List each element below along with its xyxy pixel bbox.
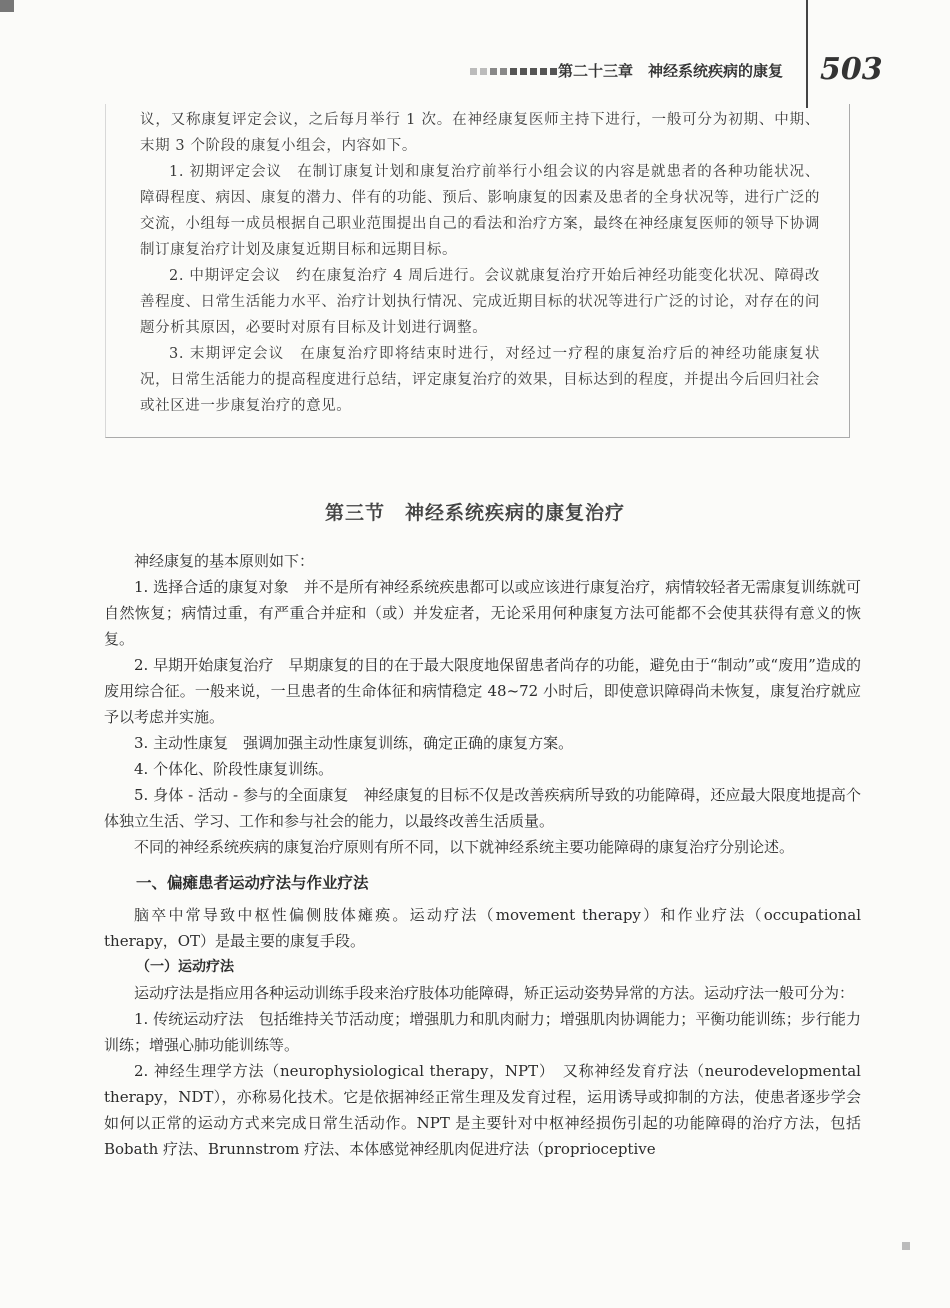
heading-level-1: 一、偏瘫患者运动疗法与作业疗法 bbox=[136, 874, 369, 892]
npt-paragraph: 2. 神经生理学方法（neurophysiological therapy，NPT） 又称神经发育疗法（neurodevelopmental therapy，NDT），亦称易化技术。它是依据神经正常生理及发育过程，运用诱导或抑制的方法，使患者逐步学会如何以正常的运动方式来完成日常生活动作。NPT 是主要针对中枢神经损伤引起的功能障碍的治疗方法，包括 Bobath 疗法、Brunnstrom 疗法、本体感觉神经肌肉促进疗法（proprioceptive bbox=[104, 1062, 861, 1158]
header-dot bbox=[540, 68, 547, 75]
heading-level-2: （一）运动疗法 bbox=[136, 959, 234, 975]
header-dot bbox=[480, 68, 487, 75]
principle-paragraph: 4. 个体化、阶段性康复训练。 bbox=[134, 760, 334, 778]
stroke-paragraph: 脑卒中常导致中枢性偏侧肢体瘫痪。运动疗法（movement therapy）和作业疗法（occupational therapy，OT）是最主要的康复手段。 bbox=[104, 906, 861, 950]
main-body bbox=[104, 548, 861, 1162]
header-dot bbox=[550, 68, 557, 75]
header-dots bbox=[470, 68, 557, 75]
principle-paragraph: 3. 主动性康复 强调加强主动性康复训练，确定正确的康复方案。 bbox=[134, 734, 574, 752]
running-header bbox=[470, 52, 900, 92]
intro-paragraph: 神经康复的基本原则如下： bbox=[134, 552, 315, 570]
scan-corner-mark bbox=[0, 0, 14, 12]
traditional-therapy-paragraph: 1. 传统运动疗法 包括维持关节活动度；增强肌力和肌肉耐力；增强肌肉协调能力；平衡功能训练；步行能力训练；增强心肺功能训练等。 bbox=[104, 1010, 861, 1054]
header-dot bbox=[510, 68, 517, 75]
header-dot bbox=[490, 68, 497, 75]
principle-paragraph: 1. 选择合适的康复对象 并不是所有神经系统疾患都可以或应该进行康复治疗，病情较轻者无需康复训练就可自然恢复；病情过重，有严重合并症和（或）并发症者，无论采用何种康复方法可能都不会使其获得有意义的恢复。 bbox=[104, 578, 861, 648]
section-title: 第三节 神经系统疾病的康复治疗 bbox=[324, 502, 625, 524]
page-number: 503 bbox=[820, 52, 883, 87]
box-paragraph: 议，又称康复评定会议，之后每月举行 1 次。在神经康复医师主持下进行，一般可分为初期、中期、末期 3 个阶段的康复小组会，内容如下。 bbox=[140, 112, 820, 154]
principle-paragraph: 2. 早期开始康复治疗 早期康复的目的在于最大限度地保留患者尚存的功能，避免由于“制动”或“废用”造成的废用综合征。一般来说，一旦患者的生命体征和病情稳定 48~72 小时后，即使意识障碍尚未恢复，康复治疗就应予以考虑并实施。 bbox=[104, 656, 861, 726]
header-dot bbox=[500, 68, 507, 75]
scan-footer-mark bbox=[902, 1242, 910, 1250]
box-paragraph: 3. 末期评定会议 在康复治疗即将结束时进行，对经过一疗程的康复治疗后的神经功能康复状况，日常生活能力的提高程度进行总结，评定康复治疗的效果，目标达到的程度，并提出今后回归社会或社区进一步康复治疗的意见。 bbox=[140, 346, 820, 414]
principle-paragraph: 5. 身体 - 活动 - 参与的全面康复 神经康复的目标不仅是改善疾病所导致的功能障碍，还应最大限度地提高个体独立生活、学习、工作和参与社会的能力，以最终改善生活质量。 bbox=[104, 786, 861, 830]
box-paragraph: 2. 中期评定会议 约在康复治疗 4 周后进行。会议就康复治疗开始后神经功能变化状况、障碍改善程度、日常生活能力水平、治疗计划执行情况、完成近期目标的状况等进行广泛的讨论，对存在的问题分析其原因，必要时对原有目标及计划进行调整。 bbox=[140, 268, 820, 336]
box-paragraph: 1. 初期评定会议 在制订康复计划和康复治疗前举行小组会议的内容是就患者的各种功能状况、障碍程度、病因、康复的潜力、伴有的功能、预后、影响康复的因素及患者的全身状况等，进行广泛的交流，小组每一成员根据自己职业范围提出自己的看法和治疗方案，最终在神经康复医师的领导下协调制订康复治疗计划及康复近期目标和远期目标。 bbox=[140, 164, 820, 258]
definition-paragraph: 运动疗法是指应用各种运动训练手段来治疗肢体功能障碍，矫正运动姿势异常的方法。运动疗法一般可分为： bbox=[134, 984, 855, 1002]
header-dot bbox=[530, 68, 537, 75]
header-dot bbox=[520, 68, 527, 75]
header-divider bbox=[806, 0, 808, 108]
principle-paragraph: 不同的神经系统疾病的康复治疗原则有所不同，以下就神经系统主要功能障碍的康复治疗分别论述。 bbox=[134, 838, 795, 856]
boxed-section-text bbox=[140, 107, 820, 419]
header-dot bbox=[470, 68, 477, 75]
chapter-title: 第二十三章 神经系统疾病的康复 bbox=[558, 62, 784, 80]
